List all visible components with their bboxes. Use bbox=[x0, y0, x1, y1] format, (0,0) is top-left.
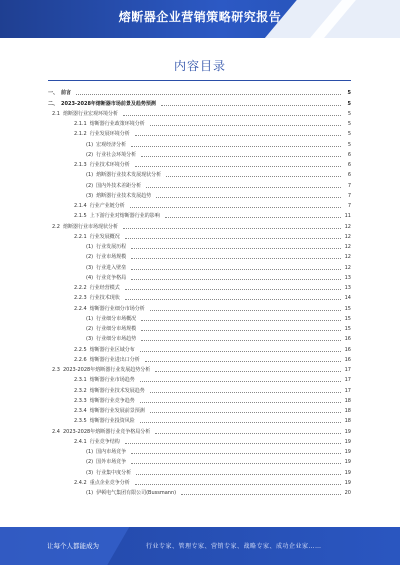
toc-page-number: 13 bbox=[344, 285, 351, 291]
toc-dot-leader bbox=[150, 412, 341, 413]
toc-entry-text: 行业细分市场概况 bbox=[96, 315, 137, 322]
toc-entry-text: 熔断器行业进出口分析 bbox=[89, 356, 140, 363]
toc-entry[interactable] bbox=[48, 435, 351, 445]
toc-entry[interactable] bbox=[48, 148, 351, 158]
toc-entry-text: 2023-2028年熔断器行业发展趋势分析 bbox=[62, 367, 151, 373]
toc-dot-leader bbox=[123, 228, 341, 229]
toc-entry-label bbox=[74, 388, 148, 394]
toc-page-number: 12 bbox=[344, 233, 351, 240]
toc-page-number: 17 bbox=[344, 367, 351, 373]
toc-entry-text: 熔断器行业市场趋势 bbox=[89, 377, 135, 384]
toc-entry-label bbox=[74, 234, 123, 240]
toc-entry-label bbox=[74, 377, 138, 383]
toc-dot-leader bbox=[131, 269, 341, 270]
toc-entry-label bbox=[48, 90, 74, 96]
toc-entry[interactable] bbox=[48, 86, 351, 96]
toc-entry-number: 2.3.4 bbox=[74, 408, 87, 414]
toc-entry-number: 二、 bbox=[48, 100, 59, 107]
toc-page-number: 18 bbox=[344, 397, 351, 404]
toc-entry-number: (1) bbox=[86, 172, 94, 179]
toc-entry[interactable] bbox=[48, 424, 351, 434]
toc-dot-leader bbox=[145, 361, 341, 362]
toc-dot-leader bbox=[166, 176, 341, 177]
toc-page-number: 16 bbox=[344, 356, 351, 363]
toc-entry-label bbox=[74, 439, 123, 445]
toc-page-number: 5 bbox=[347, 131, 351, 138]
toc-entry-text: 熔断器行业技术发展趋势 bbox=[96, 192, 152, 199]
toc-entry-label bbox=[74, 357, 143, 363]
toc-entry-label bbox=[86, 470, 134, 476]
toc-entry-number: (2) bbox=[86, 254, 94, 261]
toc-entry-text: 宏观经济分析 bbox=[96, 141, 127, 148]
toc-page-number: 19 bbox=[344, 438, 351, 445]
toc-page-number: 5 bbox=[347, 141, 351, 148]
toc-entry[interactable] bbox=[48, 199, 351, 209]
toc-entry-label bbox=[86, 490, 179, 496]
toc-entry-label bbox=[74, 285, 123, 291]
toc-entry-number: 2.1.5 bbox=[74, 213, 87, 220]
toc-entry-label bbox=[86, 275, 129, 281]
toc-page-number: 12 bbox=[344, 223, 351, 230]
toc-dot-leader bbox=[155, 371, 341, 372]
toc-dot-leader bbox=[130, 207, 341, 208]
toc-entry[interactable] bbox=[48, 342, 351, 352]
toc-dot-leader bbox=[141, 330, 341, 331]
toc-dot-leader bbox=[76, 94, 341, 95]
toc-entry-number: (3) bbox=[86, 264, 94, 271]
toc-entry-text: 行业市场规模 bbox=[96, 254, 127, 261]
toc-dot-leader bbox=[141, 320, 341, 321]
toc-entry[interactable] bbox=[48, 96, 351, 106]
toc-page-number: 17 bbox=[344, 377, 351, 384]
toc-entry-text: 国内市场竞争 bbox=[96, 449, 127, 455]
toc-entry-label bbox=[86, 193, 154, 199]
toc-entry-text: 熔断器行业细分市场分析 bbox=[89, 305, 145, 312]
toc-entry[interactable] bbox=[48, 240, 351, 250]
toc-dot-leader bbox=[140, 381, 341, 382]
toc-entry[interactable] bbox=[48, 209, 351, 219]
report-footer-banner bbox=[0, 527, 400, 565]
toc-page-number: 20 bbox=[344, 490, 351, 496]
toc-entry-number: 2.2.5 bbox=[74, 346, 87, 353]
toc-entry-number: (4) bbox=[86, 274, 94, 281]
toc-entry[interactable] bbox=[48, 178, 351, 188]
toc-dot-leader bbox=[131, 279, 341, 280]
toc-dot-leader bbox=[165, 217, 341, 218]
toc-entry-text: 行业社会环境分析 bbox=[96, 151, 137, 158]
toc-entry[interactable] bbox=[48, 219, 351, 229]
toc-entry-number: (3) bbox=[86, 469, 94, 476]
toc-entry-label bbox=[86, 459, 129, 465]
toc-dot-leader bbox=[140, 402, 341, 403]
toc-entry-label bbox=[74, 121, 148, 127]
report-header-banner bbox=[0, 0, 400, 38]
toc-page-number: 7 bbox=[347, 192, 351, 199]
toc-page-number: 11 bbox=[344, 213, 351, 220]
toc-page-number: 6 bbox=[347, 162, 351, 168]
toc-page-number: 12 bbox=[344, 244, 351, 250]
toc-entry[interactable] bbox=[48, 107, 351, 117]
toc-entry[interactable] bbox=[48, 271, 351, 281]
toc-entry-text: 国外市场竞争 bbox=[96, 459, 127, 466]
toc-dot-leader bbox=[150, 392, 341, 393]
toc-entry-label bbox=[86, 142, 129, 148]
toc-entry-label bbox=[74, 295, 123, 301]
toc-page-number: 6 bbox=[347, 151, 351, 158]
toc-entry-text: 熔断器行业发展前景预测 bbox=[89, 408, 145, 414]
toc-dot-leader bbox=[150, 125, 341, 126]
toc-entry-number: 2.1.3 bbox=[74, 162, 87, 168]
toc-entry-label bbox=[86, 183, 144, 189]
toc-divider bbox=[48, 80, 351, 81]
toc-entry-number: 2.3.2 bbox=[74, 387, 87, 394]
toc-entry[interactable] bbox=[48, 230, 351, 240]
toc-entry[interactable] bbox=[48, 301, 351, 311]
toc-page-number: 7 bbox=[347, 182, 351, 189]
toc-entry-text: 行业发展概况 bbox=[89, 233, 120, 240]
toc-dot-leader bbox=[131, 258, 341, 259]
toc-entry-label bbox=[52, 111, 121, 117]
toc-entry-text: 行业发展历程 bbox=[96, 244, 127, 250]
toc-entry-text: 熔断器行业技术发展趋势 bbox=[89, 387, 145, 394]
toc-page-number: 5 bbox=[347, 90, 351, 97]
toc-entry[interactable] bbox=[48, 445, 351, 455]
toc-entry-text: 行业发展环境分析 bbox=[89, 131, 130, 138]
toc-entry-number: 2.1 bbox=[52, 110, 60, 117]
toc-entry[interactable] bbox=[48, 465, 351, 475]
toc-entry-label bbox=[86, 336, 139, 342]
toc-dot-leader bbox=[141, 340, 341, 341]
toc-entry-text: 上下游行业对熔断器行业的影响 bbox=[89, 213, 160, 220]
toc-page-number: 15 bbox=[344, 326, 351, 332]
toc-entry-label bbox=[74, 203, 128, 209]
toc-page-number: 15 bbox=[344, 305, 351, 312]
toc-entry[interactable] bbox=[48, 486, 351, 496]
toc-entry-number: 2.3 bbox=[52, 367, 60, 373]
toc-dot-leader bbox=[131, 463, 341, 464]
toc-entry[interactable] bbox=[48, 168, 351, 178]
toc-entry-number: 2.1.2 bbox=[74, 131, 87, 138]
toc-entry[interactable] bbox=[48, 127, 351, 137]
toc-entry-text: 行业经营模式 bbox=[89, 285, 120, 291]
toc-entry[interactable] bbox=[48, 189, 351, 199]
toc-entry-number: (1) bbox=[86, 490, 94, 496]
toc-entry-label bbox=[52, 224, 121, 230]
toc-dot-leader bbox=[125, 289, 341, 290]
toc-page-number: 12 bbox=[344, 254, 351, 261]
toc-dot-leader bbox=[156, 197, 341, 198]
toc-entry-text: 2023-2028年熔断器行业竞争格局分析 bbox=[62, 428, 151, 435]
toc-page-number: 19 bbox=[344, 428, 351, 435]
toc-entry-label bbox=[74, 398, 138, 404]
toc-entry-text: 熔断器行业竞争趋势 bbox=[89, 397, 135, 404]
toc-entry[interactable] bbox=[48, 332, 351, 342]
toc-page-number: 5 bbox=[347, 110, 351, 117]
toc-dot-leader bbox=[131, 146, 341, 147]
toc-entry[interactable] bbox=[48, 353, 351, 363]
toc-entry-label bbox=[86, 326, 139, 332]
toc-entry-number: (2) bbox=[86, 151, 94, 158]
toc-dot-leader bbox=[136, 474, 341, 475]
toc-entry-text: 前言 bbox=[61, 90, 72, 97]
toc-entry-text: 伊顿电气集团有限公司(Bussmann) bbox=[96, 490, 177, 496]
toc-entry[interactable] bbox=[48, 158, 351, 168]
toc-entry-text: 行业进入壁垒 bbox=[96, 264, 127, 271]
toc-entry[interactable] bbox=[48, 137, 351, 147]
toc-dot-leader bbox=[140, 422, 341, 423]
toc-page-number: 19 bbox=[344, 449, 351, 455]
toc-entry-text: 熔断器行业技术发展现状分析 bbox=[96, 172, 162, 179]
toc-entry-label bbox=[86, 316, 139, 322]
toc-entry[interactable] bbox=[48, 414, 351, 424]
toc-page-number: 17 bbox=[344, 387, 351, 394]
toc-entry-number: 2.1.1 bbox=[74, 121, 87, 127]
toc-page-number: 16 bbox=[344, 346, 351, 353]
toc-entry-text: 熔断器行业政策环境分析 bbox=[89, 121, 145, 127]
toc-entry-number: (1) bbox=[86, 315, 94, 322]
toc-page-number: 5 bbox=[347, 100, 351, 107]
toc-dot-leader bbox=[135, 166, 341, 167]
toc-entry-label bbox=[86, 254, 129, 260]
toc-page-number: 15 bbox=[344, 315, 351, 322]
toc-entry-label bbox=[74, 131, 133, 137]
toc-entry[interactable] bbox=[48, 455, 351, 465]
toc-entry-number: 2.3.3 bbox=[74, 397, 87, 404]
toc-entry-label bbox=[86, 265, 129, 271]
report-title: 熔断器企业营销策略研究报告 bbox=[118, 10, 282, 24]
toc-entry-number: 2.3.5 bbox=[74, 418, 87, 425]
toc-dot-leader bbox=[131, 248, 341, 249]
toc-dot-leader bbox=[125, 238, 341, 239]
toc-entry-label bbox=[52, 367, 153, 373]
toc-entry-number: (2) bbox=[86, 182, 94, 189]
toc-entry[interactable] bbox=[48, 322, 351, 332]
toc-entry-label bbox=[48, 101, 159, 107]
toc-dot-leader bbox=[135, 135, 341, 136]
toc-entry[interactable] bbox=[48, 117, 351, 127]
toc-page-number: 18 bbox=[344, 408, 351, 414]
table-of-contents bbox=[48, 86, 351, 496]
toc-entry-text: 2023-2028年熔断器市场前景及趋势预测 bbox=[61, 100, 156, 107]
toc-entry-text: 行业技术环境分析 bbox=[89, 162, 130, 168]
toc-entry-text: 重点企业竞争分析 bbox=[89, 479, 130, 486]
toc-entry-label bbox=[74, 213, 163, 219]
toc-entry-number: 2.2 bbox=[52, 223, 60, 230]
toc-entry-label bbox=[74, 162, 133, 168]
toc-entry-label bbox=[86, 244, 129, 250]
toc-page-number: 19 bbox=[344, 459, 351, 466]
toc-entry[interactable] bbox=[48, 373, 351, 383]
toc-entry-label bbox=[74, 408, 148, 414]
toc-entry-number: 2.3.1 bbox=[74, 377, 87, 384]
toc-dot-leader bbox=[150, 310, 341, 311]
toc-dot-leader bbox=[161, 105, 341, 106]
toc-entry-number: (1) bbox=[86, 141, 94, 148]
toc-entry-text: 熔断器行业区域分布 bbox=[89, 346, 135, 353]
toc-entry[interactable] bbox=[48, 404, 351, 414]
toc-entry-number: 2.4.2 bbox=[74, 479, 87, 486]
toc-entry-label bbox=[74, 347, 138, 353]
toc-entry-number: 2.2.3 bbox=[74, 295, 87, 302]
toc-dot-leader bbox=[125, 443, 341, 444]
toc-page-number: 7 bbox=[347, 203, 351, 209]
toc-page-number: 12 bbox=[344, 264, 351, 271]
toc-page-number: 14 bbox=[344, 295, 351, 302]
toc-entry[interactable] bbox=[48, 394, 351, 404]
toc-dot-leader bbox=[140, 351, 341, 352]
toc-entry-number: (1) bbox=[86, 449, 94, 455]
toc-entry[interactable] bbox=[48, 312, 351, 322]
toc-entry-text: 行业竞争格局 bbox=[96, 274, 127, 281]
toc-entry-number: 2.2.4 bbox=[74, 305, 87, 312]
toc-entry-text: 熔断器行业宏观环境分析 bbox=[62, 110, 118, 117]
toc-entry-text: 行业产业链分析 bbox=[89, 203, 125, 209]
toc-entry-number: 2.2.6 bbox=[74, 356, 87, 363]
toc-dot-leader bbox=[125, 299, 341, 300]
toc-entry-number: 2.2.1 bbox=[74, 233, 87, 240]
toc-page-number: 19 bbox=[344, 469, 351, 476]
toc-page-number: 6 bbox=[347, 172, 351, 179]
toc-entry-text: 行业技术现状 bbox=[89, 295, 120, 302]
toc-page-number: 16 bbox=[344, 336, 351, 343]
toc-entry-label bbox=[52, 429, 153, 435]
toc-entry-text: 行业细分市场规模 bbox=[96, 326, 137, 332]
toc-entry-text: 行业细分市场趋势 bbox=[96, 336, 137, 343]
toc-entry[interactable] bbox=[48, 363, 351, 373]
toc-entry-label bbox=[74, 480, 133, 486]
toc-entry-number: (2) bbox=[86, 459, 94, 466]
toc-entry-label bbox=[86, 152, 139, 158]
toc-dot-leader bbox=[141, 156, 341, 157]
toc-entry-label bbox=[86, 449, 129, 455]
footer-slogan-right: 行业专家、管理专家、营销专家、战略专家、成功企业家…… bbox=[146, 543, 322, 550]
toc-entry-number: 2.4.1 bbox=[74, 438, 87, 445]
toc-entry-text: 行业集中度分析 bbox=[96, 469, 132, 476]
toc-entry-number: (3) bbox=[86, 336, 94, 343]
toc-dot-leader bbox=[123, 115, 341, 116]
toc-entry-text: 国内外技术差距分析 bbox=[96, 182, 142, 189]
toc-entry[interactable] bbox=[48, 476, 351, 486]
toc-entry-number: 2.2.2 bbox=[74, 285, 87, 291]
toc-heading: 内容目录 bbox=[173, 59, 226, 73]
toc-entry[interactable] bbox=[48, 260, 351, 270]
toc-page-number: 19 bbox=[344, 479, 351, 486]
toc-dot-leader bbox=[146, 187, 341, 188]
toc-page-number: 18 bbox=[344, 418, 351, 425]
toc-entry-number: 2.1.4 bbox=[74, 203, 87, 209]
toc-entry[interactable] bbox=[48, 250, 351, 260]
toc-page-number: 13 bbox=[344, 274, 351, 281]
toc-dot-leader bbox=[181, 494, 341, 495]
toc-entry-number: 2.4 bbox=[52, 428, 60, 435]
toc-entry-label bbox=[74, 306, 148, 312]
toc-page-number: 5 bbox=[347, 121, 351, 127]
toc-entry-text: 行业竞争结构 bbox=[89, 438, 120, 445]
toc-entry-text: 熔断器行业投资风险 bbox=[89, 418, 135, 425]
toc-entry-number: 一、 bbox=[48, 90, 59, 97]
toc-entry-label bbox=[74, 418, 138, 424]
toc-dot-leader bbox=[131, 453, 341, 454]
toc-dot-leader bbox=[155, 433, 341, 434]
toc-entry-label bbox=[86, 172, 164, 178]
toc-dot-leader bbox=[135, 484, 341, 485]
toc-entry[interactable] bbox=[48, 383, 351, 393]
footer-slogan-left: 让每个人都能成为 bbox=[47, 542, 99, 550]
toc-entry-number: (3) bbox=[86, 192, 94, 199]
toc-entry-number: (1) bbox=[86, 244, 94, 250]
toc-entry-number: (2) bbox=[86, 326, 94, 332]
toc-entry[interactable] bbox=[48, 281, 351, 291]
toc-entry-text: 熔断器行业市场现状分析 bbox=[62, 223, 118, 230]
toc-entry[interactable] bbox=[48, 291, 351, 301]
